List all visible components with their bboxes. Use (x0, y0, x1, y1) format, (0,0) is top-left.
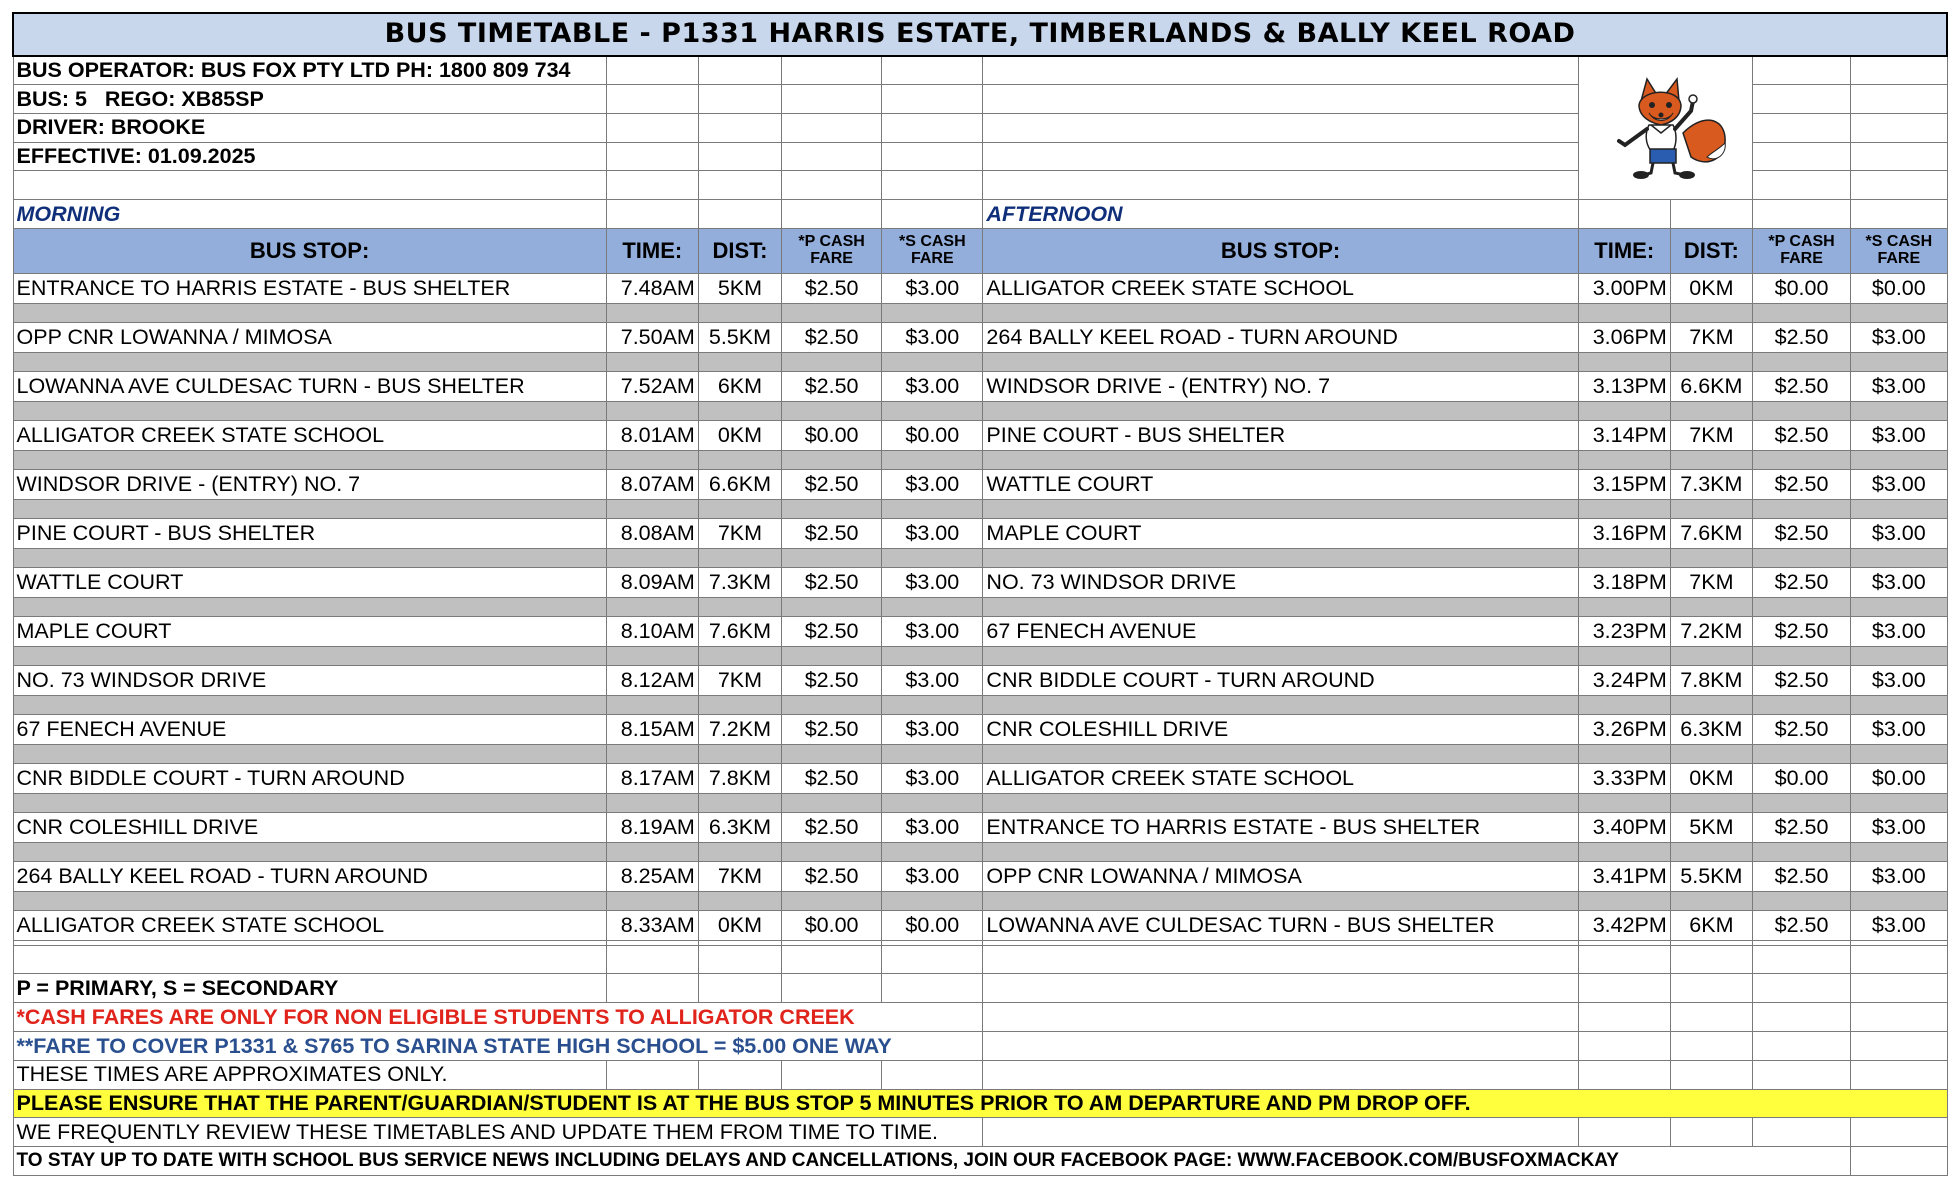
morning-dist-header: DIST: (698, 228, 781, 273)
afternoon-dist-header: DIST: (1670, 228, 1752, 273)
afternoon-secondary-fare: $3.00 (1851, 911, 1947, 941)
afternoon-stop-distance: 7KM (1670, 420, 1752, 450)
afternoon-stop-name: 67 FENECH AVENUE (983, 617, 1578, 647)
afternoon-primary-fare: $2.50 (1752, 911, 1850, 941)
morning-secondary-fare: $3.00 (882, 518, 983, 548)
afternoon-secondary-fare: $3.00 (1851, 469, 1947, 499)
afternoon-stop-distance: 7.3KM (1670, 469, 1752, 499)
afternoon-stop-distance: 6.3KM (1670, 715, 1752, 745)
afternoon-secondary-fare: $3.00 (1851, 322, 1947, 352)
effective-date: EFFECTIVE: 01.09.2025 (13, 142, 606, 171)
morning-stop-distance: 5KM (698, 273, 781, 303)
table-row (13, 420, 1947, 450)
afternoon-stop-time: 3.40PM (1578, 813, 1670, 843)
morning-stop-name: OPP CNR LOWANNA / MIMOSA (13, 322, 606, 352)
afternoon-stop-name: CNR COLESHILL DRIVE (983, 715, 1578, 745)
afternoon-stop-name: NO. 73 WINDSOR DRIVE (983, 568, 1578, 598)
morning-stop-time: 8.09AM (606, 568, 698, 598)
spacer-row (13, 499, 1947, 518)
morning-stop-time: 7.50AM (606, 322, 698, 352)
spacer-row (13, 745, 1947, 764)
morning-secondary-fare: $3.00 (882, 322, 983, 352)
afternoon-stop-time: 3.00PM (1578, 273, 1670, 303)
afternoon-primary-fare: $2.50 (1752, 568, 1850, 598)
morning-stop-name: 67 FENECH AVENUE (13, 715, 606, 745)
morning-section-label: MORNING (13, 200, 606, 229)
afternoon-secondary-fare: $3.00 (1851, 666, 1947, 696)
afternoon-stop-distance: 7KM (1670, 322, 1752, 352)
morning-primary-fare: $0.00 (782, 420, 882, 450)
morning-primary-fare: $2.50 (782, 273, 882, 303)
morning-stop-time: 8.12AM (606, 666, 698, 696)
morning-stop-distance: 7KM (698, 666, 781, 696)
afternoon-stop-name: LOWANNA AVE CULDESAC TURN - BUS SHELTER (983, 911, 1578, 941)
afternoon-stop-time: 3.23PM (1578, 617, 1670, 647)
morning-primary-fare: $2.50 (782, 568, 882, 598)
table-row (13, 813, 1947, 843)
afternoon-section-label: AFTERNOON (983, 200, 1578, 229)
afternoon-time-header: TIME: (1578, 228, 1670, 273)
afternoon-primary-fare: $2.50 (1752, 715, 1850, 745)
morning-stop-distance: 6.3KM (698, 813, 781, 843)
table-row (13, 371, 1947, 401)
table-row (13, 518, 1947, 548)
timetable-sheet (12, 12, 1948, 1176)
morning-secondary-fare: $3.00 (882, 862, 983, 892)
morning-primary-fare: $2.50 (782, 813, 882, 843)
afternoon-stop-time: 3.13PM (1578, 371, 1670, 401)
bus-rego-info: BUS: 5 REGO: XB85SP (13, 84, 606, 113)
morning-stop-name: LOWANNA AVE CULDESAC TURN - BUS SHELTER (13, 371, 606, 401)
afternoon-primary-fare: $2.50 (1752, 420, 1850, 450)
morning-secondary-fare: $3.00 (882, 813, 983, 843)
afternoon-secondary-fare: $0.00 (1851, 273, 1947, 303)
afternoon-secondary-fare: $3.00 (1851, 862, 1947, 892)
afternoon-stop-name: OPP CNR LOWANNA / MIMOSA (983, 862, 1578, 892)
spacer-row (13, 450, 1947, 469)
table-row (13, 666, 1947, 696)
afternoon-stop-distance: 6KM (1670, 911, 1752, 941)
afternoon-stop-time: 3.24PM (1578, 666, 1670, 696)
morning-stop-name: MAPLE COURT (13, 617, 606, 647)
morning-primary-fare: $2.50 (782, 715, 882, 745)
table-row (13, 715, 1947, 745)
morning-stop-name: ENTRANCE TO HARRIS ESTATE - BUS SHELTER (13, 273, 606, 303)
morning-stop-distance: 7KM (698, 518, 781, 548)
morning-primary-fare: $2.50 (782, 617, 882, 647)
morning-stop-time: 8.01AM (606, 420, 698, 450)
afternoon-primary-fare: $2.50 (1752, 518, 1850, 548)
afternoon-stop-time: 3.18PM (1578, 568, 1670, 598)
morning-primary-fare: $2.50 (782, 322, 882, 352)
afternoon-stop-distance: 7KM (1670, 568, 1752, 598)
afternoon-primary-fare: $2.50 (1752, 371, 1850, 401)
morning-stop-name: ALLIGATOR CREEK STATE SCHOOL (13, 420, 606, 450)
timetable-body (13, 273, 1947, 945)
afternoon-stop-name: ALLIGATOR CREEK STATE SCHOOL (983, 764, 1578, 794)
morning-primary-fare: $2.50 (782, 518, 882, 548)
morning-primary-fare: $2.50 (782, 469, 882, 499)
afternoon-stop-distance: 7.8KM (1670, 666, 1752, 696)
morning-secondary-fare: $3.00 (882, 568, 983, 598)
spacer-row (13, 352, 1947, 371)
morning-stop-name: WINDSOR DRIVE - (ENTRY) NO. 7 (13, 469, 606, 499)
afternoon-p-fare-header: *P CASH FARE (1752, 228, 1850, 273)
morning-stop-time: 8.15AM (606, 715, 698, 745)
spacer-row (13, 794, 1947, 813)
morning-stop-distance: 7.6KM (698, 617, 781, 647)
morning-stop-distance: 6KM (698, 371, 781, 401)
afternoon-secondary-fare: $3.00 (1851, 813, 1947, 843)
morning-stop-distance: 7.2KM (698, 715, 781, 745)
arrival-reminder: PLEASE ENSURE THAT THE PARENT/GUARDIAN/STUDENT IS AT THE BUS STOP 5 MINUTES PRIOR TO AM DEPARTURE AND PM DROP OFF. (13, 1089, 1947, 1118)
page-title: BUS TIMETABLE - P1331 HARRIS ESTATE, TIMBERLANDS & BALLY KEEL ROAD (13, 13, 1947, 56)
table-row (13, 469, 1947, 499)
morning-p-fare-header: *P CASH FARE (782, 228, 882, 273)
spacer-row (13, 892, 1947, 911)
afternoon-stop-name: WINDSOR DRIVE - (ENTRY) NO. 7 (983, 371, 1578, 401)
approximate-times-note: THESE TIMES ARE APPROXIMATES ONLY. (13, 1060, 606, 1089)
afternoon-stop-distance: 5.5KM (1670, 862, 1752, 892)
morning-secondary-fare: $3.00 (882, 469, 983, 499)
afternoon-stop-name: CNR BIDDLE COURT - TURN AROUND (983, 666, 1578, 696)
facebook-notice: TO STAY UP TO DATE WITH SCHOOL BUS SERVICE NEWS INCLUDING DELAYS AND CANCELLATIONS, JOIN OUR FACEBOOK PAGE: WWW.FACEBOOK.COM/BUSFOXMACKAY (13, 1147, 1851, 1176)
afternoon-stop-name: WATTLE COURT (983, 469, 1578, 499)
morning-time-header: TIME: (606, 228, 698, 273)
morning-stop-name: NO. 73 WINDSOR DRIVE (13, 666, 606, 696)
morning-primary-fare: $2.50 (782, 764, 882, 794)
morning-secondary-fare: $0.00 (882, 911, 983, 941)
afternoon-primary-fare: $2.50 (1752, 322, 1850, 352)
afternoon-stop-time: 3.15PM (1578, 469, 1670, 499)
fox-mascot-icon (1595, 71, 1735, 181)
morning-stop-name: WATTLE COURT (13, 568, 606, 598)
afternoon-stop-time: 3.26PM (1578, 715, 1670, 745)
morning-stop-time: 8.19AM (606, 813, 698, 843)
afternoon-stop-time: 3.16PM (1578, 518, 1670, 548)
afternoon-stop-time: 3.33PM (1578, 764, 1670, 794)
afternoon-primary-fare: $2.50 (1752, 617, 1850, 647)
table-row (13, 862, 1947, 892)
morning-secondary-fare: $3.00 (882, 371, 983, 401)
morning-stop-header: BUS STOP: (13, 228, 606, 273)
table-row (13, 322, 1947, 352)
morning-stop-time: 7.48AM (606, 273, 698, 303)
morning-secondary-fare: $3.00 (882, 666, 983, 696)
afternoon-stop-time: 3.41PM (1578, 862, 1670, 892)
fare-legend: P = PRIMARY, S = SECONDARY (13, 974, 606, 1003)
operator-info: BUS OPERATOR: BUS FOX PTY LTD PH: 1800 809 734 (13, 56, 606, 85)
spacer-row (13, 843, 1947, 862)
morning-stop-distance: 0KM (698, 911, 781, 941)
morning-stop-name: 264 BALLY KEEL ROAD - TURN AROUND (13, 862, 606, 892)
afternoon-stop-distance: 0KM (1670, 273, 1752, 303)
afternoon-stop-time: 3.42PM (1578, 911, 1670, 941)
morning-secondary-fare: $3.00 (882, 273, 983, 303)
afternoon-secondary-fare: $3.00 (1851, 371, 1947, 401)
table-row (13, 911, 1947, 941)
morning-stop-time: 8.10AM (606, 617, 698, 647)
morning-stop-time: 8.25AM (606, 862, 698, 892)
morning-stop-name: CNR BIDDLE COURT - TURN AROUND (13, 764, 606, 794)
morning-primary-fare: $2.50 (782, 666, 882, 696)
afternoon-stop-name: 264 BALLY KEEL ROAD - TURN AROUND (983, 322, 1578, 352)
afternoon-primary-fare: $0.00 (1752, 273, 1850, 303)
morning-secondary-fare: $3.00 (882, 764, 983, 794)
afternoon-secondary-fare: $3.00 (1851, 518, 1947, 548)
table-row (13, 568, 1947, 598)
afternoon-primary-fare: $2.50 (1752, 469, 1850, 499)
afternoon-stop-name: PINE COURT - BUS SHELTER (983, 420, 1578, 450)
afternoon-stop-name: ALLIGATOR CREEK STATE SCHOOL (983, 273, 1578, 303)
afternoon-stop-distance: 7.2KM (1670, 617, 1752, 647)
afternoon-s-fare-header: *S CASH FARE (1851, 228, 1947, 273)
morning-stop-distance: 7.8KM (698, 764, 781, 794)
morning-stop-time: 7.52AM (606, 371, 698, 401)
morning-stop-distance: 5.5KM (698, 322, 781, 352)
afternoon-primary-fare: $2.50 (1752, 862, 1850, 892)
table-row (13, 764, 1947, 794)
spacer-row (13, 303, 1947, 322)
afternoon-secondary-fare: $3.00 (1851, 568, 1947, 598)
afternoon-stop-distance: 6.6KM (1670, 371, 1752, 401)
spacer-row (13, 401, 1947, 420)
sarina-fare-notice: **FARE TO COVER P1331 & S765 TO SARINA STATE HIGH SCHOOL = $5.00 ONE WAY (13, 1032, 983, 1061)
afternoon-secondary-fare: $3.00 (1851, 715, 1947, 745)
morning-stop-time: 8.33AM (606, 911, 698, 941)
morning-s-fare-header: *S CASH FARE (882, 228, 983, 273)
spacer-row (13, 548, 1947, 567)
afternoon-primary-fare: $2.50 (1752, 666, 1850, 696)
logo-cell (1578, 56, 1752, 200)
morning-stop-name: CNR COLESHILL DRIVE (13, 813, 606, 843)
afternoon-stop-name: ENTRANCE TO HARRIS ESTATE - BUS SHELTER (983, 813, 1578, 843)
afternoon-stop-time: 3.14PM (1578, 420, 1670, 450)
morning-stop-name: PINE COURT - BUS SHELTER (13, 518, 606, 548)
afternoon-stop-name: MAPLE COURT (983, 518, 1578, 548)
afternoon-stop-time: 3.06PM (1578, 322, 1670, 352)
afternoon-stop-distance: 0KM (1670, 764, 1752, 794)
table-row (13, 273, 1947, 303)
morning-stop-distance: 7.3KM (698, 568, 781, 598)
morning-stop-distance: 0KM (698, 420, 781, 450)
review-note: WE FREQUENTLY REVIEW THESE TIMETABLES AND UPDATE THEM FROM TIME TO TIME. (13, 1118, 983, 1147)
afternoon-primary-fare: $2.50 (1752, 813, 1850, 843)
afternoon-secondary-fare: $0.00 (1851, 764, 1947, 794)
driver-info: DRIVER: BROOKE (13, 113, 606, 142)
afternoon-stop-distance: 5KM (1670, 813, 1752, 843)
spacer-row (13, 597, 1947, 616)
morning-secondary-fare: $3.00 (882, 617, 983, 647)
morning-stop-distance: 6.6KM (698, 469, 781, 499)
morning-secondary-fare: $0.00 (882, 420, 983, 450)
morning-stop-time: 8.07AM (606, 469, 698, 499)
morning-stop-time: 8.08AM (606, 518, 698, 548)
morning-stop-distance: 7KM (698, 862, 781, 892)
afternoon-stop-distance: 7.6KM (1670, 518, 1752, 548)
afternoon-secondary-fare: $3.00 (1851, 617, 1947, 647)
spacer-row (13, 695, 1947, 714)
morning-stop-time: 8.17AM (606, 764, 698, 794)
afternoon-primary-fare: $0.00 (1752, 764, 1850, 794)
morning-primary-fare: $2.50 (782, 371, 882, 401)
afternoon-secondary-fare: $3.00 (1851, 420, 1947, 450)
morning-primary-fare: $2.50 (782, 862, 882, 892)
table-row (13, 617, 1947, 647)
afternoon-stop-header: BUS STOP: (983, 228, 1578, 273)
morning-secondary-fare: $3.00 (882, 715, 983, 745)
spacer-row (13, 646, 1947, 665)
cash-fare-notice: *CASH FARES ARE ONLY FOR NON ELIGIBLE STUDENTS TO ALLIGATOR CREEK (13, 1003, 983, 1032)
morning-primary-fare: $0.00 (782, 911, 882, 941)
morning-stop-name: ALLIGATOR CREEK STATE SCHOOL (13, 911, 606, 941)
